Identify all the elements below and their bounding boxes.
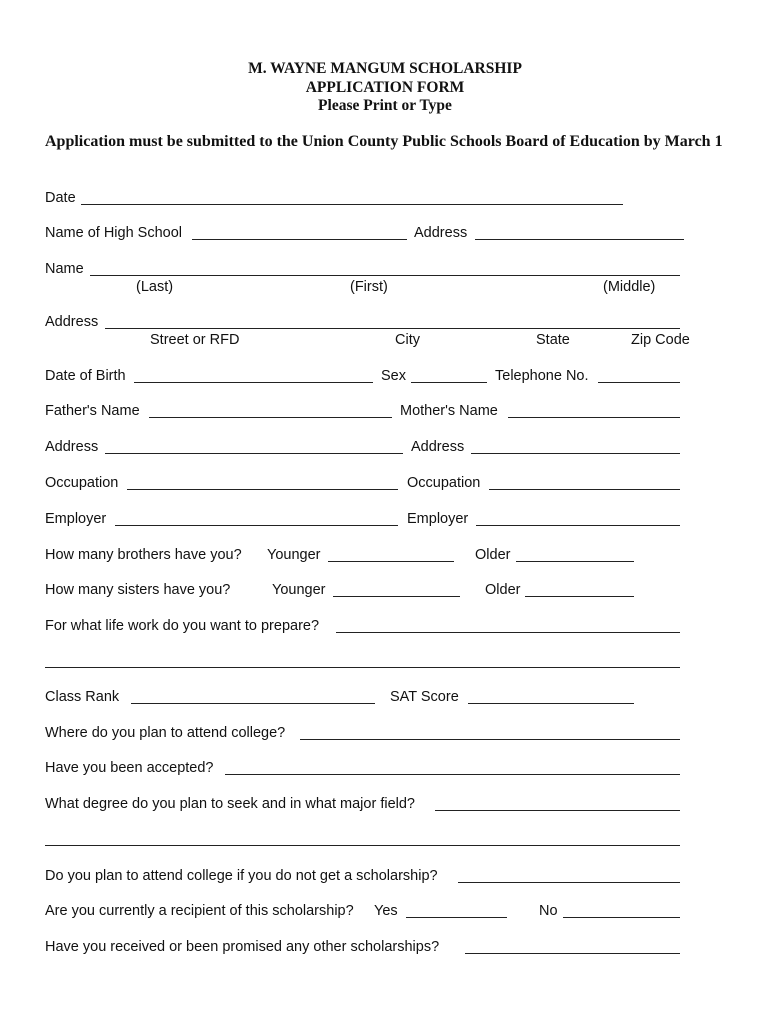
dob-field[interactable] <box>134 382 373 383</box>
high-school-field[interactable] <box>192 239 407 240</box>
father-employer-field[interactable] <box>115 525 398 526</box>
mother-employer-field[interactable] <box>476 525 680 526</box>
high-school-label: Name of High School <box>45 225 183 241</box>
attend-without-row <box>45 866 680 886</box>
other-scholarships-row <box>45 937 680 957</box>
accepted-label: Have you been accepted? <box>45 760 214 776</box>
name-last-caption: (Last) <box>136 279 174 295</box>
parents-employer-row <box>45 509 680 529</box>
attend-without-field[interactable] <box>458 882 680 883</box>
life-work-field-continued[interactable] <box>45 667 680 668</box>
form-instruction: Please Print or Type <box>318 97 452 114</box>
sisters-older-label: Older <box>485 582 521 598</box>
other-scholarships-label: Have you received or been promised any other scholarships? <box>45 939 440 955</box>
brothers-row <box>45 545 680 565</box>
life-work-continued-row <box>45 651 680 671</box>
date-row <box>45 188 680 208</box>
college-row <box>45 723 680 743</box>
address-state-caption: State <box>536 332 570 348</box>
brothers-younger-field[interactable] <box>328 561 454 562</box>
class-rank-field[interactable] <box>131 703 375 704</box>
mother-address-label: Address <box>411 439 465 455</box>
telephone-field[interactable] <box>598 382 680 383</box>
brothers-older-label: Older <box>475 547 511 563</box>
brothers-older-field[interactable] <box>516 561 634 562</box>
address-label: Address <box>45 314 99 330</box>
degree-continued-row <box>45 829 680 849</box>
sisters-row <box>45 580 680 600</box>
father-employer-label: Employer <box>45 511 107 527</box>
address-row <box>45 312 680 332</box>
life-work-field[interactable] <box>336 632 680 633</box>
sex-label: Sex <box>381 368 406 384</box>
recipient-no-field[interactable] <box>563 917 680 918</box>
brothers-younger-label: Younger <box>267 547 321 563</box>
attend-without-label: Do you plan to attend college if you do not get a scholarship? <box>45 868 438 884</box>
college-field[interactable] <box>300 739 680 740</box>
name-middle-caption: (Middle) <box>603 279 656 295</box>
recipient-no-label: No <box>539 903 558 919</box>
mother-occupation-field[interactable] <box>489 489 680 490</box>
form-header <box>0 60 770 116</box>
recipient-yes-label: Yes <box>374 903 398 919</box>
degree-field[interactable] <box>435 810 680 811</box>
date-label: Date <box>45 190 76 206</box>
accepted-row <box>45 758 680 778</box>
degree-field-continued[interactable] <box>45 845 680 846</box>
father-name-label: Father's Name <box>45 403 140 419</box>
recipient-yes-field[interactable] <box>406 917 507 918</box>
high-school-row <box>45 223 680 243</box>
recipient-label: Are you currently a recipient of this scholarship? <box>45 903 354 919</box>
name-label: Name <box>45 261 84 277</box>
sex-field[interactable] <box>411 382 487 383</box>
mother-employer-label: Employer <box>407 511 469 527</box>
dob-label: Date of Birth <box>45 368 126 384</box>
sisters-label: How many sisters have you? <box>45 582 231 598</box>
address-zip-caption: Zip Code <box>631 332 690 348</box>
name-field[interactable] <box>90 275 680 276</box>
school-address-field[interactable] <box>475 239 684 240</box>
degree-row <box>45 794 680 814</box>
sat-score-field[interactable] <box>468 703 634 704</box>
telephone-label: Telephone No. <box>495 368 589 384</box>
father-address-field[interactable] <box>105 453 403 454</box>
school-address-label: Address <box>414 225 468 241</box>
sat-score-label: SAT Score <box>390 689 459 705</box>
form-title: M. WAYNE MANGUM SCHOLARSHIP <box>248 60 522 77</box>
mother-occupation-label: Occupation <box>407 475 481 491</box>
address-city-caption: City <box>395 332 420 348</box>
sisters-younger-field[interactable] <box>333 596 460 597</box>
recipient-row <box>45 901 680 921</box>
parents-address-row <box>45 437 680 457</box>
father-name-field[interactable] <box>149 417 392 418</box>
class-rank-label: Class Rank <box>45 689 120 705</box>
life-work-row <box>45 616 680 636</box>
address-street-caption: Street or RFD <box>150 332 240 348</box>
sisters-older-field[interactable] <box>525 596 634 597</box>
parents-name-row <box>45 401 680 421</box>
birth-row <box>45 366 680 386</box>
accepted-field[interactable] <box>225 774 680 775</box>
sisters-younger-label: Younger <box>272 582 326 598</box>
life-work-label: For what life work do you want to prepare? <box>45 618 320 634</box>
father-address-label: Address <box>45 439 99 455</box>
brothers-label: How many brothers have you? <box>45 547 242 563</box>
mother-address-field[interactable] <box>471 453 680 454</box>
college-label: Where do you plan to attend college? <box>45 725 286 741</box>
mother-name-label: Mother's Name <box>400 403 498 419</box>
address-field[interactable] <box>105 328 680 329</box>
submission-notice: Application must be submitted to the Union County Public Schools Board of Education by March 1 <box>45 133 723 150</box>
father-occupation-label: Occupation <box>45 475 119 491</box>
other-scholarships-field[interactable] <box>465 953 680 954</box>
name-first-caption: (First) <box>350 279 388 295</box>
father-occupation-field[interactable] <box>127 489 398 490</box>
rank-row <box>45 687 680 707</box>
date-field[interactable] <box>81 204 623 205</box>
mother-name-field[interactable] <box>508 417 680 418</box>
parents-occupation-row <box>45 473 680 493</box>
name-row <box>45 259 680 279</box>
form-subtitle: APPLICATION FORM <box>305 78 465 96</box>
degree-label: What degree do you plan to seek and in what major field? <box>45 796 415 812</box>
